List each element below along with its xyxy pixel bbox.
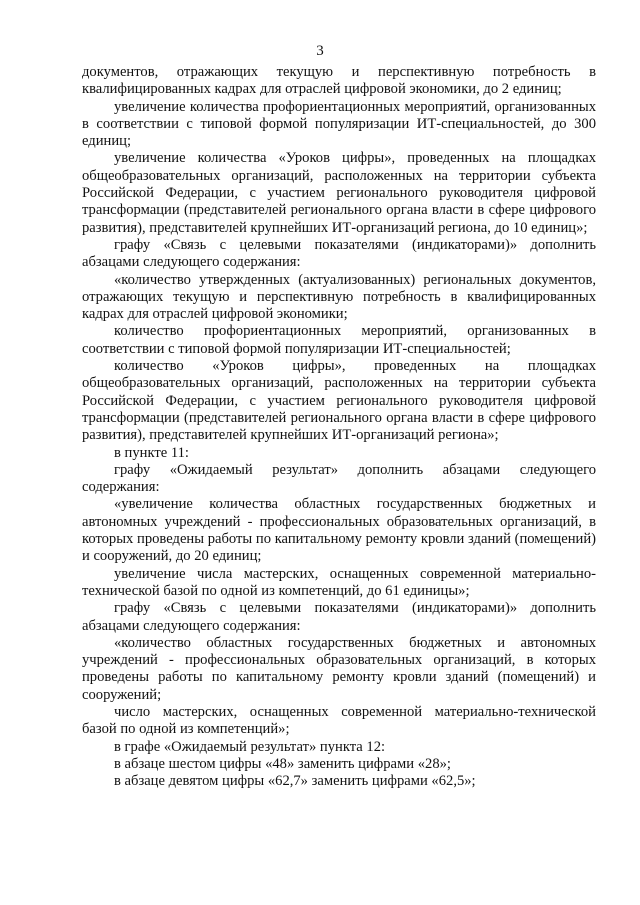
paragraph: количество «Уроков цифры», проведенных на площадках общеобразовательных организаций, расположенных на территории субъекта Российской Федерации, с участием регионального руководителя цифровой трансформации (представителей регионального органа власти в сфере цифрового развития), представителей крупнейших ИТ-организаций региона»; <box>82 358 596 444</box>
paragraph: графу «Связь с целевыми показателями (индикаторами)» дополнить абзацами следующего содержания: <box>82 600 596 634</box>
paragraph: в пункте 11: <box>114 444 189 461</box>
paragraph: в графе «Ожидаемый результат» пункта 12: <box>114 738 386 755</box>
paragraph: «увеличение количества областных государственных бюджетных и автономных учреждений - профессиональных образовательных организаций, в которых проведены работы по капитальному ремонту кровли зданий (помещений) и сооружений, до 20 единиц; <box>82 496 596 565</box>
paragraph: в абзаце шестом цифры «48» заменить цифрами «28»; <box>114 755 451 772</box>
paragraph: число мастерских, оснащенных современной материально-технической базой по одной из компетенций»; <box>82 703 596 738</box>
paragraph: графу «Ожидаемый результат» дополнить абзацами следующего содержания: <box>82 461 596 496</box>
paragraph: «количество утвержденных (актуализованных) региональных документов, отражающих текущую и перспективную потребность в квалифицированных кадрах для отраслей цифровой экономики; <box>82 271 596 323</box>
paragraph: графу «Связь с целевыми показателями (индикаторами)» дополнить абзацами следующего содержания: <box>82 236 596 271</box>
paragraph: «количество областных государственных бюджетных и автономных учреждений - профессиональных образовательных организаций, в которых проведены работы по капитальному ремонту кровли зданий (помещений) и сооружений; <box>82 634 596 703</box>
paragraph: в абзаце девятом цифры «62,7» заменить цифрами «62,5»; <box>114 773 476 790</box>
document-body <box>82 64 596 790</box>
paragraph: документов, отражающих текущую и перспективную потребность в квалифицированных кадрах для отраслей цифровой экономики, до 2 единиц; <box>82 64 596 98</box>
paragraph: количество профориентационных мероприятий, организованных в соответствии с типовой формой популяризации ИТ-специальностей; <box>82 323 596 357</box>
paragraph: увеличение числа мастерских, оснащенных современной материально-технической базой по одной из компетенций, до 61 единицы»; <box>82 565 596 599</box>
paragraph: увеличение количества профориентационных мероприятий, организованных в соответствии с типовой формой популяризации ИТ-специальностей, до 300 единиц; <box>82 98 596 150</box>
paragraph: увеличение количества «Уроков цифры», проведенных на площадках общеобразовательных организаций, расположенных на территории субъекта Российской Федерации, с участием регионального руководителя цифровой трансформации (представителей регионального органа власти в сфере цифрового развития), представителей крупнейших ИТ-организаций региона, до 10 единиц»; <box>82 150 596 236</box>
page-number: 3 <box>316 43 324 59</box>
